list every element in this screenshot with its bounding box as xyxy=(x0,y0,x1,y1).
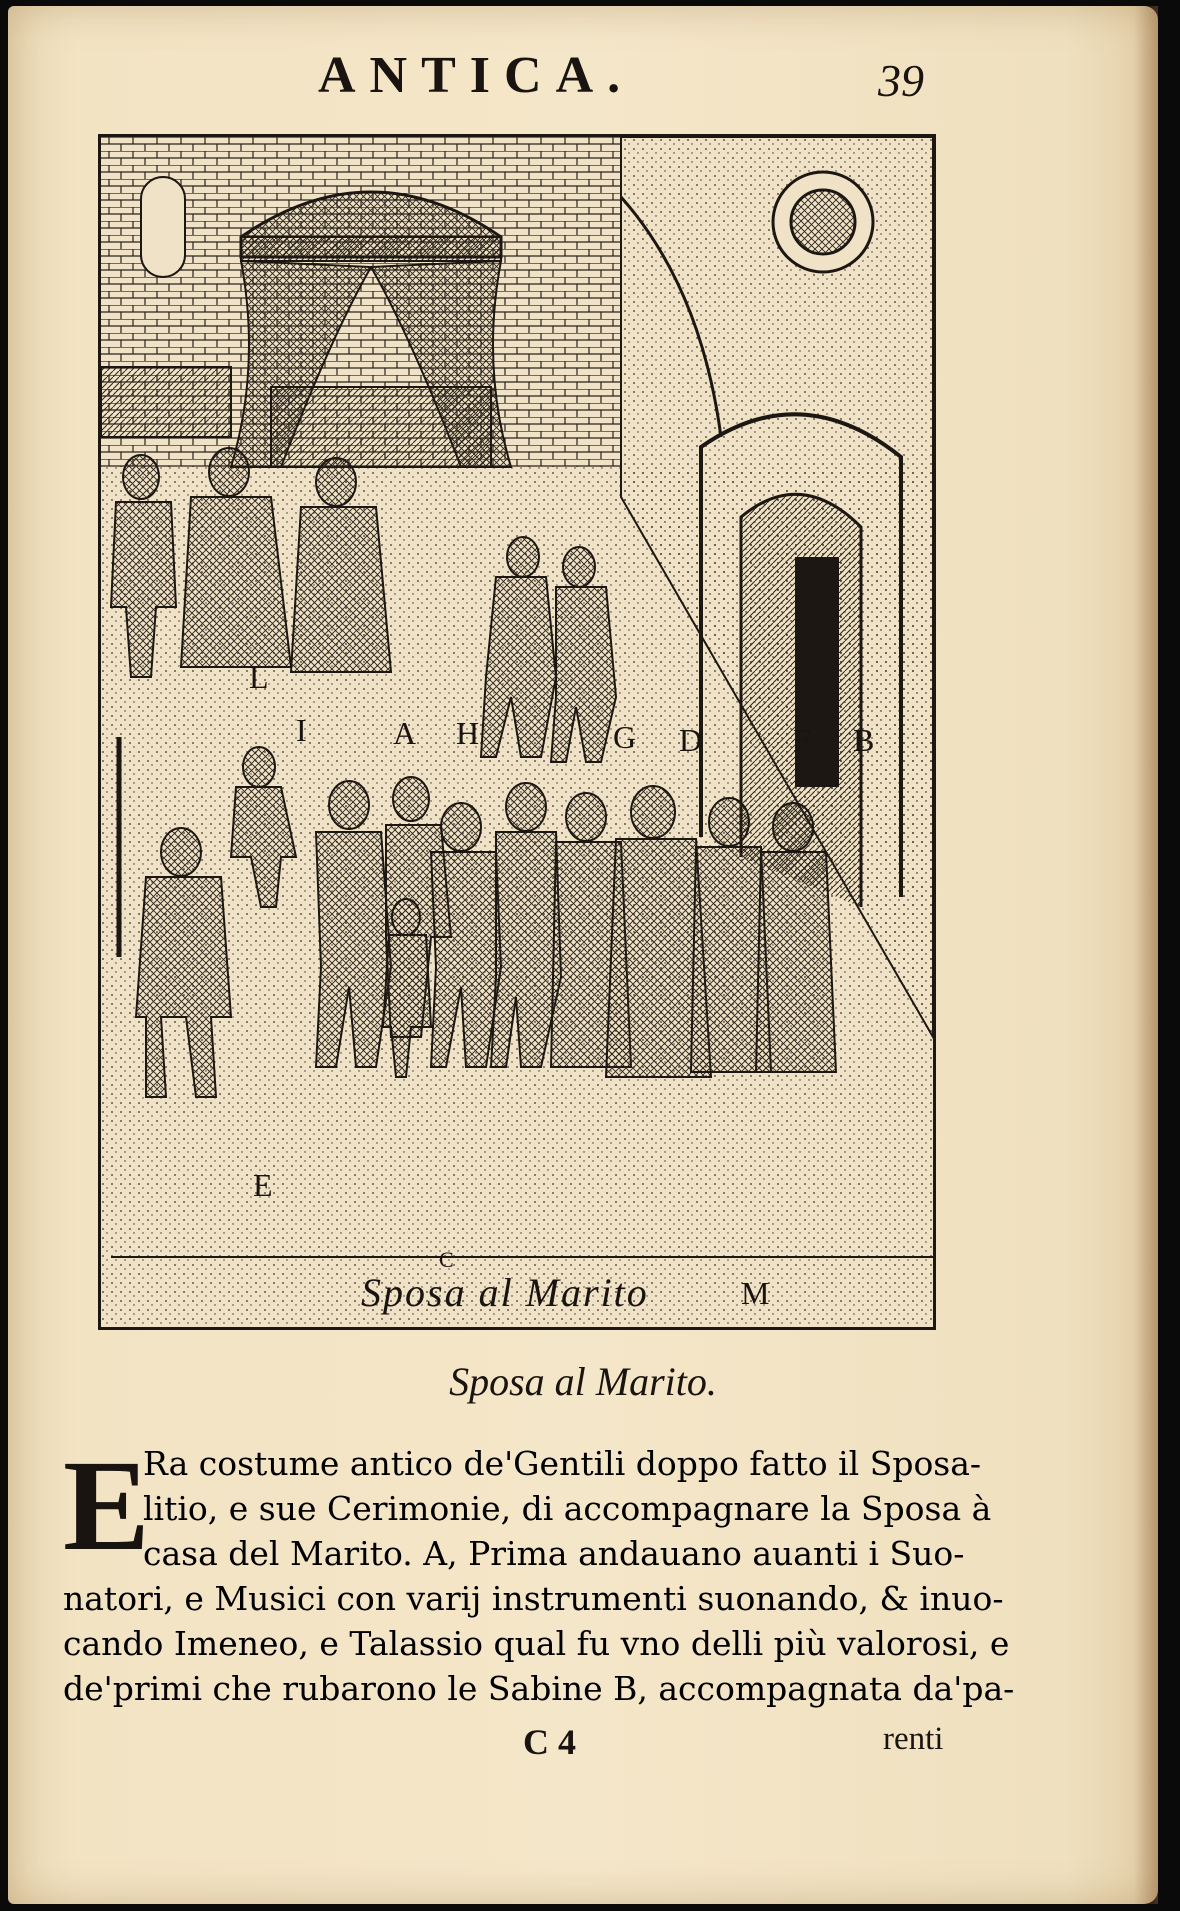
plate-letter: G xyxy=(613,719,637,755)
body-line: litio, e sue Cerimonie, di accompagnare la Sposa à xyxy=(143,1489,992,1528)
body-line: Ra costume antico de'Gentili doppo fatto il Sposa- xyxy=(143,1444,982,1483)
plate-letter: L xyxy=(249,659,269,695)
body-line: de'primi che rubarono le Sabine B, accompagnata da'pa- xyxy=(63,1669,1015,1708)
plate-inscription: Sposa al Marito xyxy=(361,1270,649,1315)
plate-letter: D xyxy=(679,722,703,758)
plate-letter: F xyxy=(793,722,811,758)
plate-caption: Sposa al Marito. xyxy=(449,1359,717,1404)
page-spine-shadow xyxy=(1134,6,1158,1904)
plate-letter: E xyxy=(253,1167,273,1203)
plate-letter: B xyxy=(853,722,875,758)
plate-letter: H xyxy=(456,715,480,751)
plate-letter: C xyxy=(439,1247,454,1272)
catchword: renti xyxy=(883,1721,944,1757)
plate-inscription-letter: M xyxy=(741,1275,770,1311)
engraving-plate xyxy=(98,134,936,1330)
plate-letter: I xyxy=(296,712,307,748)
drop-cap: E xyxy=(63,1434,150,1578)
page-number: 39 xyxy=(878,55,924,106)
body-line: casa del Marito. A, Prima andauano auanti i Suo- xyxy=(143,1534,965,1573)
plate-letter: A xyxy=(393,715,417,751)
book-page xyxy=(8,6,1158,1904)
body-line: natori, e Musici con varij instrumenti suonando, & inuo- xyxy=(63,1579,1004,1618)
running-head: ANTICA. xyxy=(318,47,635,104)
body-line: cando Imeneo, e Talassio qual fu vno delli più valorosi, e xyxy=(63,1624,1010,1663)
signature-mark: C 4 xyxy=(523,1722,576,1762)
